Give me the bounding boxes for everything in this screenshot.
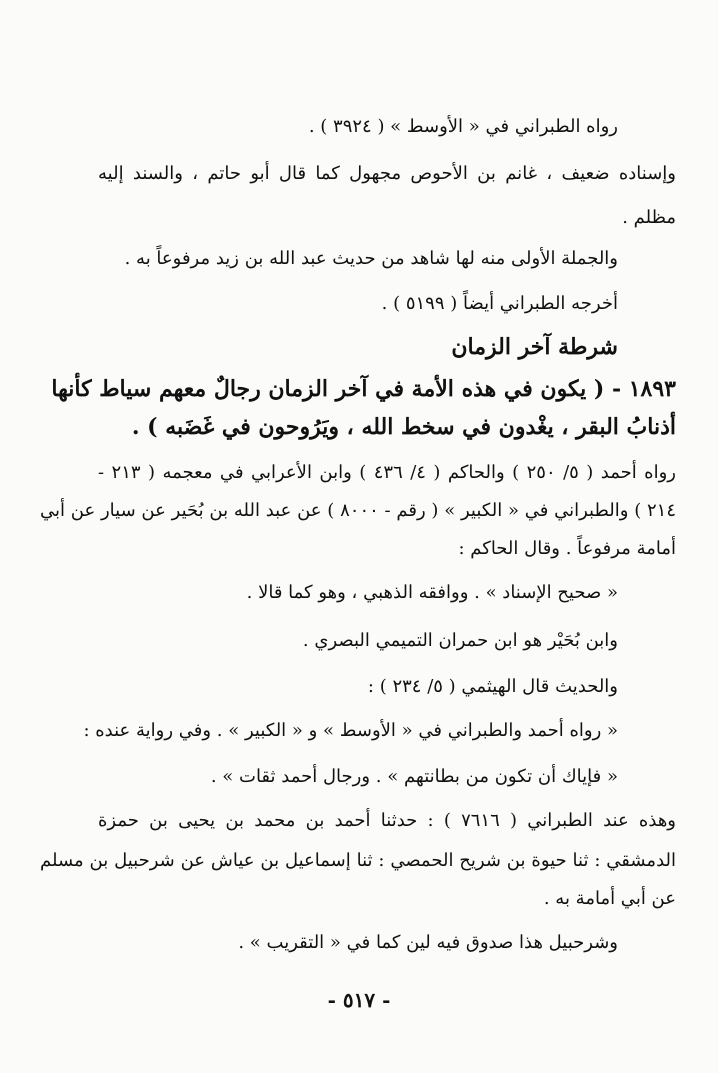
- text-line: وإسناده ضعيف ، غانم بن الأحوص مجهول كما قال أبو حاتم ، والسند إليه: [98, 163, 676, 184]
- page-number: - ٥١٧ -: [327, 988, 391, 1012]
- text-line: مظلم .: [622, 207, 676, 228]
- text-line: الدمشقي : ثنا حيوة بن شريح الحمصي : ثنا إسماعيل بن عياش عن شرحبيل بن مسلم: [40, 850, 676, 871]
- text-line: رواه الطبراني في « الأوسط » ( ٣٩٢٤ ) .: [308, 116, 618, 137]
- text-line: « رواه أحمد والطبراني في « الأوسط » و « الكبير » . وفي رواية عنده :: [83, 720, 618, 741]
- text-line: أخرجه الطبراني أيضاً ( ٥١٩٩ ) .: [381, 293, 618, 314]
- text-line: وابن بُحَيْر هو ابن حمران التميمي البصري .: [302, 630, 618, 651]
- section-heading: شرطة آخر الزمان: [451, 334, 618, 360]
- text-line: وهذه عند الطبراني ( ٧٦١٦ ) : حدثنا أحمد بن محمد بن يحيى بن حمزة: [98, 810, 676, 831]
- text-line: وشرحبيل هذا صدوق فيه لين كما في « التقريب » .: [238, 932, 618, 953]
- text-line: والجملة الأولى منه لها شاهد من حديث عبد الله بن زيد مرفوعاً به .: [124, 248, 618, 269]
- text-line: ٢١٤ ) والطبراني في « الكبير » ( رقم - ٨٠٠٠ ) عن عبد الله بن بُحَير عن سيار عن أبي: [40, 500, 676, 521]
- text-line: « فإياك أن تكون من بطانتهم » . ورجال أحمد ثقات » .: [210, 766, 618, 787]
- hadith-text: أذنابُ البقر ، يغْدون في سخط الله ، ويَرُوحون في غَضَبه ) .: [131, 414, 676, 440]
- hadith-text: ١٨٩٣ - ( يكون في هذه الأمة في آخر الزمان رجالٌ معهم سياط كأنها: [51, 376, 676, 402]
- text-line: عن أبي أمامة به .: [543, 888, 676, 909]
- text-line: والحديث قال الهيثمي ( ٥/ ٢٣٤ ) :: [367, 676, 618, 697]
- text-line: أمامة مرفوعاً . وقال الحاكم :: [458, 538, 676, 559]
- text-line: رواه أحمد ( ٥/ ٢٥٠ ) والحاكم ( ٤/ ٤٣٦ ) وابن الأعرابي في معجمه ( ٢١٣ -: [98, 462, 676, 483]
- text-line: « صحيح الإسناد » . ووافقه الذهبي ، وهو كما قالا .: [246, 582, 618, 603]
